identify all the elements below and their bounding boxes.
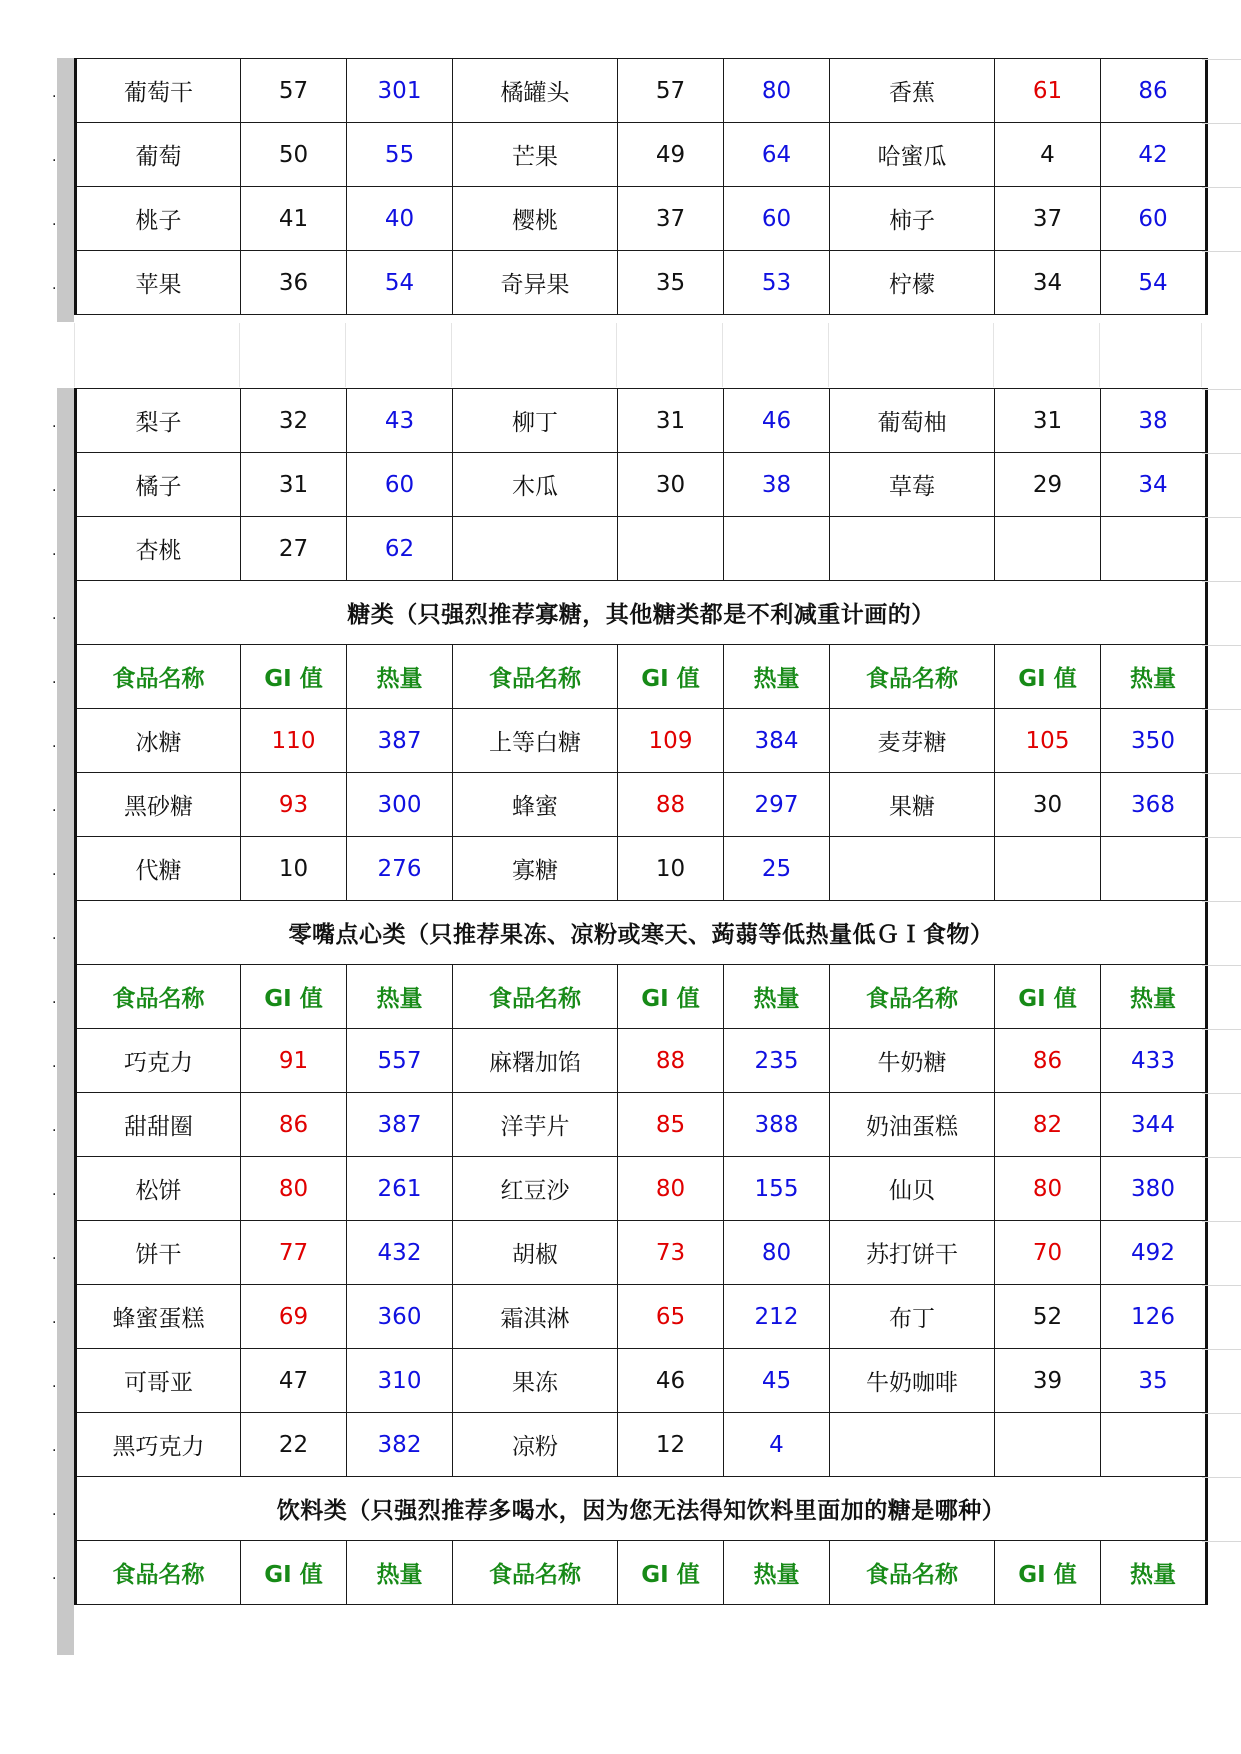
- column-header: GI 值: [241, 645, 347, 709]
- column-header: 热量: [1101, 1541, 1207, 1605]
- column-header: 食品名称: [453, 965, 618, 1029]
- table-row: [76, 709, 1207, 773]
- margin-gridline: [1202, 1093, 1241, 1094]
- gi-table-part2: [74, 388, 1208, 1605]
- margin-gridline: [1202, 965, 1241, 966]
- gi-value-cell: 47: [241, 1349, 347, 1413]
- table-row: [76, 1413, 1207, 1477]
- margin-gridline: [1202, 1541, 1241, 1542]
- margin-gridline: [1202, 645, 1241, 646]
- gi-value-cell: 10: [241, 837, 347, 901]
- food-name-cell: 蜂蜜蛋糕: [76, 1285, 241, 1349]
- section-title: 饮料类（只强烈推荐多喝水，因为您无法得知饮料里面加的糖是哪种）: [76, 1477, 1207, 1541]
- gi-value-cell: 109: [618, 709, 724, 773]
- food-name-cell: 牛奶糖: [830, 1029, 995, 1093]
- food-name-cell: 柠檬: [830, 251, 995, 315]
- column-header: GI 值: [241, 965, 347, 1029]
- row-marker: .: [52, 926, 57, 943]
- table-row: [76, 1221, 1207, 1285]
- column-header: GI 值: [618, 645, 724, 709]
- gi-value-cell: 52: [995, 1285, 1101, 1349]
- gap-gridline: [74, 323, 75, 387]
- table-row: [76, 453, 1207, 517]
- calorie-cell: 380: [1101, 1157, 1207, 1221]
- gap-gridline: [722, 323, 723, 387]
- column-header: GI 值: [618, 1541, 724, 1605]
- row-marker: .: [52, 276, 57, 293]
- food-name-cell: 香蕉: [830, 59, 995, 123]
- calorie-cell: 388: [724, 1093, 830, 1157]
- gi-value-cell: 31: [618, 389, 724, 453]
- margin-gridline: [1202, 453, 1241, 454]
- gi-value-cell: 37: [618, 187, 724, 251]
- food-name-cell: 寡糖: [453, 837, 618, 901]
- margin-gridline: [1202, 123, 1241, 124]
- table-row: [76, 773, 1207, 837]
- food-name-cell: 樱桃: [453, 187, 618, 251]
- calorie-cell: 261: [347, 1157, 453, 1221]
- calorie-cell: 310: [347, 1349, 453, 1413]
- margin-gridline: [1202, 389, 1241, 390]
- food-name-cell: 哈蜜瓜: [830, 123, 995, 187]
- food-name-cell: 牛奶咖啡: [830, 1349, 995, 1413]
- row-marker: .: [52, 84, 57, 101]
- food-name-cell: 木瓜: [453, 453, 618, 517]
- gi-value-cell: 61: [995, 59, 1101, 123]
- calorie-cell: [1101, 837, 1207, 901]
- gap-gridline: [1201, 323, 1202, 387]
- gi-value-cell: 30: [618, 453, 724, 517]
- margin-gridline: [1202, 1349, 1241, 1350]
- food-name-cell: 甜甜圈: [76, 1093, 241, 1157]
- row-marker: .: [52, 798, 57, 815]
- calorie-cell: 212: [724, 1285, 830, 1349]
- gi-value-cell: 91: [241, 1029, 347, 1093]
- fruit-table-part1: [74, 58, 1208, 315]
- margin-gridline: [1202, 581, 1241, 582]
- calorie-cell: 557: [347, 1029, 453, 1093]
- calorie-cell: 38: [724, 453, 830, 517]
- row-marker: .: [52, 1246, 57, 1263]
- calorie-cell: 46: [724, 389, 830, 453]
- gi-value-cell: 41: [241, 187, 347, 251]
- calorie-cell: 35: [1101, 1349, 1207, 1413]
- row-marker: .: [52, 1182, 57, 1199]
- calorie-cell: 297: [724, 773, 830, 837]
- gap-gridline: [828, 323, 829, 387]
- calorie-cell: 300: [347, 773, 453, 837]
- table-row: [76, 187, 1207, 251]
- gi-value-cell: 32: [241, 389, 347, 453]
- food-name-cell: 苹果: [76, 251, 241, 315]
- gi-value-cell: 46: [618, 1349, 724, 1413]
- margin-gridline: [1202, 59, 1241, 60]
- calorie-cell: 54: [1101, 251, 1207, 315]
- table-row: [76, 389, 1207, 453]
- page-break-gap: [74, 323, 1202, 387]
- gi-value-cell: 12: [618, 1413, 724, 1477]
- row-marker: .: [52, 734, 57, 751]
- row-marker: .: [52, 862, 57, 879]
- food-name-cell: [830, 1413, 995, 1477]
- margin-gridline: [1202, 1413, 1241, 1414]
- row-marker: .: [52, 1502, 57, 1519]
- table-row: [76, 1285, 1207, 1349]
- food-name-cell: [453, 517, 618, 581]
- gi-value-cell: 10: [618, 837, 724, 901]
- column-header: GI 值: [995, 965, 1101, 1029]
- row-marker: .: [52, 990, 57, 1007]
- row-marker: .: [52, 1374, 57, 1391]
- gi-value-cell: 31: [241, 453, 347, 517]
- gi-value-cell: 34: [995, 251, 1101, 315]
- calorie-cell: 368: [1101, 773, 1207, 837]
- gi-value-cell: 69: [241, 1285, 347, 1349]
- food-name-cell: 葡萄干: [76, 59, 241, 123]
- gi-value-cell: 57: [618, 59, 724, 123]
- food-name-cell: 麻糬加馅: [453, 1029, 618, 1093]
- row-marker: .: [52, 542, 57, 559]
- food-name-cell: 杏桃: [76, 517, 241, 581]
- row-marker: .: [52, 212, 57, 229]
- calorie-cell: 80: [724, 59, 830, 123]
- margin-gridline: [1202, 1285, 1241, 1286]
- gi-value-cell: 80: [995, 1157, 1101, 1221]
- food-name-cell: 松饼: [76, 1157, 241, 1221]
- gi-value-cell: 110: [241, 709, 347, 773]
- food-name-cell: 果冻: [453, 1349, 618, 1413]
- gi-value-cell: 50: [241, 123, 347, 187]
- calorie-cell: 387: [347, 1093, 453, 1157]
- food-name-cell: 仙贝: [830, 1157, 995, 1221]
- table-row: [76, 1349, 1207, 1413]
- row-marker: .: [52, 1566, 57, 1583]
- calorie-cell: 382: [347, 1413, 453, 1477]
- calorie-cell: 360: [347, 1285, 453, 1349]
- calorie-cell: 492: [1101, 1221, 1207, 1285]
- calorie-cell: 350: [1101, 709, 1207, 773]
- table-row: [76, 837, 1207, 901]
- column-header: GI 值: [618, 965, 724, 1029]
- food-name-cell: 红豆沙: [453, 1157, 618, 1221]
- food-name-cell: 蜂蜜: [453, 773, 618, 837]
- drink-section-header: [76, 1477, 1207, 1541]
- column-header-row: [76, 1541, 1207, 1605]
- gi-value-cell: 93: [241, 773, 347, 837]
- food-name-cell: 巧克力: [76, 1029, 241, 1093]
- food-name-cell: 黑巧克力: [76, 1413, 241, 1477]
- gap-gridline: [239, 323, 240, 387]
- gi-value-cell: 77: [241, 1221, 347, 1285]
- column-header: 食品名称: [76, 965, 241, 1029]
- table-row: [76, 251, 1207, 315]
- row-marker: .: [52, 1118, 57, 1135]
- food-name-cell: 梨子: [76, 389, 241, 453]
- column-header: GI 值: [995, 1541, 1101, 1605]
- row-markers: [52, 58, 62, 1658]
- calorie-cell: 276: [347, 837, 453, 901]
- food-name-cell: 冰糖: [76, 709, 241, 773]
- column-header: 热量: [1101, 645, 1207, 709]
- food-name-cell: 葡萄: [76, 123, 241, 187]
- gi-value-cell: 85: [618, 1093, 724, 1157]
- calorie-cell: 387: [347, 709, 453, 773]
- calorie-cell: 432: [347, 1221, 453, 1285]
- calorie-cell: 55: [347, 123, 453, 187]
- food-name-cell: [830, 517, 995, 581]
- row-marker: .: [52, 478, 57, 495]
- column-header-row: [76, 965, 1207, 1029]
- column-header: 热量: [347, 645, 453, 709]
- margin-gridline: [1202, 517, 1241, 518]
- food-name-cell: 苏打饼干: [830, 1221, 995, 1285]
- food-name-cell: 布丁: [830, 1285, 995, 1349]
- calorie-cell: 62: [347, 517, 453, 581]
- calorie-cell: 42: [1101, 123, 1207, 187]
- calorie-cell: 344: [1101, 1093, 1207, 1157]
- column-header: 热量: [724, 1541, 830, 1605]
- food-name-cell: 桃子: [76, 187, 241, 251]
- margin-gridline: [1202, 1157, 1241, 1158]
- food-name-cell: 饼干: [76, 1221, 241, 1285]
- food-name-cell: 橘罐头: [453, 59, 618, 123]
- table-row: [76, 1029, 1207, 1093]
- food-name-cell: 上等白糖: [453, 709, 618, 773]
- column-header-row: [76, 645, 1207, 709]
- gi-value-cell: 49: [618, 123, 724, 187]
- food-name-cell: 橘子: [76, 453, 241, 517]
- column-header: 食品名称: [453, 1541, 618, 1605]
- row-marker: .: [52, 148, 57, 165]
- sugar-section-header: [76, 581, 1207, 645]
- gap-gridline: [451, 323, 452, 387]
- calorie-cell: 126: [1101, 1285, 1207, 1349]
- snack-section-header: [76, 901, 1207, 965]
- margin-gridline: [1202, 901, 1241, 902]
- gi-value-cell: 39: [995, 1349, 1101, 1413]
- row-marker: .: [52, 1438, 57, 1455]
- calorie-cell: [1101, 517, 1207, 581]
- gi-value-cell: [995, 1413, 1101, 1477]
- food-name-cell: 洋芋片: [453, 1093, 618, 1157]
- row-marker: .: [52, 1310, 57, 1327]
- gi-value-cell: 57: [241, 59, 347, 123]
- calorie-cell: 86: [1101, 59, 1207, 123]
- column-header: 食品名称: [830, 1541, 995, 1605]
- calorie-cell: 384: [724, 709, 830, 773]
- margin-gridline: [1202, 1477, 1241, 1478]
- gi-value-cell: 27: [241, 517, 347, 581]
- gi-value-cell: 36: [241, 251, 347, 315]
- gi-value-cell: 88: [618, 1029, 724, 1093]
- food-name-cell: 奶油蛋糕: [830, 1093, 995, 1157]
- margin-gridline: [1202, 1029, 1241, 1030]
- column-header: 热量: [724, 645, 830, 709]
- calorie-cell: 4: [724, 1413, 830, 1477]
- calorie-cell: 38: [1101, 389, 1207, 453]
- gi-value-cell: 70: [995, 1221, 1101, 1285]
- section-title: 零嘴点心类（只推荐果冻、凉粉或寒天、蒟蒻等低热量低ＧＩ食物）: [76, 901, 1207, 965]
- column-header: 食品名称: [76, 1541, 241, 1605]
- calorie-cell: [724, 517, 830, 581]
- calorie-cell: 34: [1101, 453, 1207, 517]
- column-header: 热量: [724, 965, 830, 1029]
- calorie-cell: 235: [724, 1029, 830, 1093]
- margin-gridline: [1202, 251, 1241, 252]
- gi-value-cell: 35: [618, 251, 724, 315]
- gi-value-cell: 105: [995, 709, 1101, 773]
- calorie-cell: 60: [347, 453, 453, 517]
- calorie-cell: 433: [1101, 1029, 1207, 1093]
- column-header: GI 值: [241, 1541, 347, 1605]
- food-name-cell: 凉粉: [453, 1413, 618, 1477]
- margin-gridline: [1202, 1221, 1241, 1222]
- column-header: 食品名称: [830, 645, 995, 709]
- calorie-cell: 43: [347, 389, 453, 453]
- gi-value-cell: 86: [995, 1029, 1101, 1093]
- food-name-cell: 果糖: [830, 773, 995, 837]
- gi-value-cell: 82: [995, 1093, 1101, 1157]
- food-name-cell: 芒果: [453, 123, 618, 187]
- gi-value-cell: 88: [618, 773, 724, 837]
- table-row: [76, 1093, 1207, 1157]
- column-header: 食品名称: [76, 645, 241, 709]
- food-name-cell: [830, 837, 995, 901]
- gap-gridline: [345, 323, 346, 387]
- gi-value-cell: 4: [995, 123, 1101, 187]
- calorie-cell: 80: [724, 1221, 830, 1285]
- calorie-cell: 60: [1101, 187, 1207, 251]
- column-header: 食品名称: [453, 645, 618, 709]
- food-name-cell: 奇异果: [453, 251, 618, 315]
- row-marker: .: [52, 606, 57, 623]
- gi-value-cell: [995, 517, 1101, 581]
- column-header: GI 值: [995, 645, 1101, 709]
- column-header: 食品名称: [830, 965, 995, 1029]
- table-row: [76, 1157, 1207, 1221]
- food-name-cell: 黑砂糖: [76, 773, 241, 837]
- food-name-cell: 柿子: [830, 187, 995, 251]
- food-name-cell: 代糖: [76, 837, 241, 901]
- gi-value-cell: 22: [241, 1413, 347, 1477]
- gi-value-cell: 73: [618, 1221, 724, 1285]
- calorie-cell: 64: [724, 123, 830, 187]
- column-header: 热量: [347, 1541, 453, 1605]
- gi-value-cell: 29: [995, 453, 1101, 517]
- gi-value-cell: 37: [995, 187, 1101, 251]
- calorie-cell: 60: [724, 187, 830, 251]
- gap-gridline: [616, 323, 617, 387]
- column-header: 热量: [1101, 965, 1207, 1029]
- gi-value-cell: 86: [241, 1093, 347, 1157]
- gap-gridline: [993, 323, 994, 387]
- calorie-cell: 45: [724, 1349, 830, 1413]
- row-marker: .: [52, 1054, 57, 1071]
- table-row: [76, 59, 1207, 123]
- food-name-cell: 草莓: [830, 453, 995, 517]
- calorie-cell: [1101, 1413, 1207, 1477]
- gi-value-cell: 80: [241, 1157, 347, 1221]
- food-name-cell: 麦芽糖: [830, 709, 995, 773]
- section-title: 糖类（只强烈推荐寡糖，其他糖类都是不利减重计画的）: [76, 581, 1207, 645]
- row-marker: .: [52, 414, 57, 431]
- food-name-cell: 可哥亚: [76, 1349, 241, 1413]
- gi-value-cell: 30: [995, 773, 1101, 837]
- calorie-cell: 40: [347, 187, 453, 251]
- gi-value-cell: [618, 517, 724, 581]
- food-name-cell: 霜淇淋: [453, 1285, 618, 1349]
- gi-value-cell: 65: [618, 1285, 724, 1349]
- food-name-cell: 葡萄柚: [830, 389, 995, 453]
- calorie-cell: 54: [347, 251, 453, 315]
- table-row: [76, 123, 1207, 187]
- row-marker: .: [52, 670, 57, 687]
- column-header: 热量: [347, 965, 453, 1029]
- calorie-cell: 301: [347, 59, 453, 123]
- calorie-cell: 25: [724, 837, 830, 901]
- gap-gridline: [1099, 323, 1100, 387]
- gi-value-cell: 80: [618, 1157, 724, 1221]
- margin-gridline: [1202, 709, 1241, 710]
- food-name-cell: 柳丁: [453, 389, 618, 453]
- margin-gridline: [1202, 187, 1241, 188]
- food-name-cell: 胡椒: [453, 1221, 618, 1285]
- margin-gridline: [1202, 773, 1241, 774]
- gi-value-cell: [995, 837, 1101, 901]
- calorie-cell: 53: [724, 251, 830, 315]
- margin-gridline: [1202, 837, 1241, 838]
- gi-value-cell: 31: [995, 389, 1101, 453]
- calorie-cell: 155: [724, 1157, 830, 1221]
- table-row: [76, 517, 1207, 581]
